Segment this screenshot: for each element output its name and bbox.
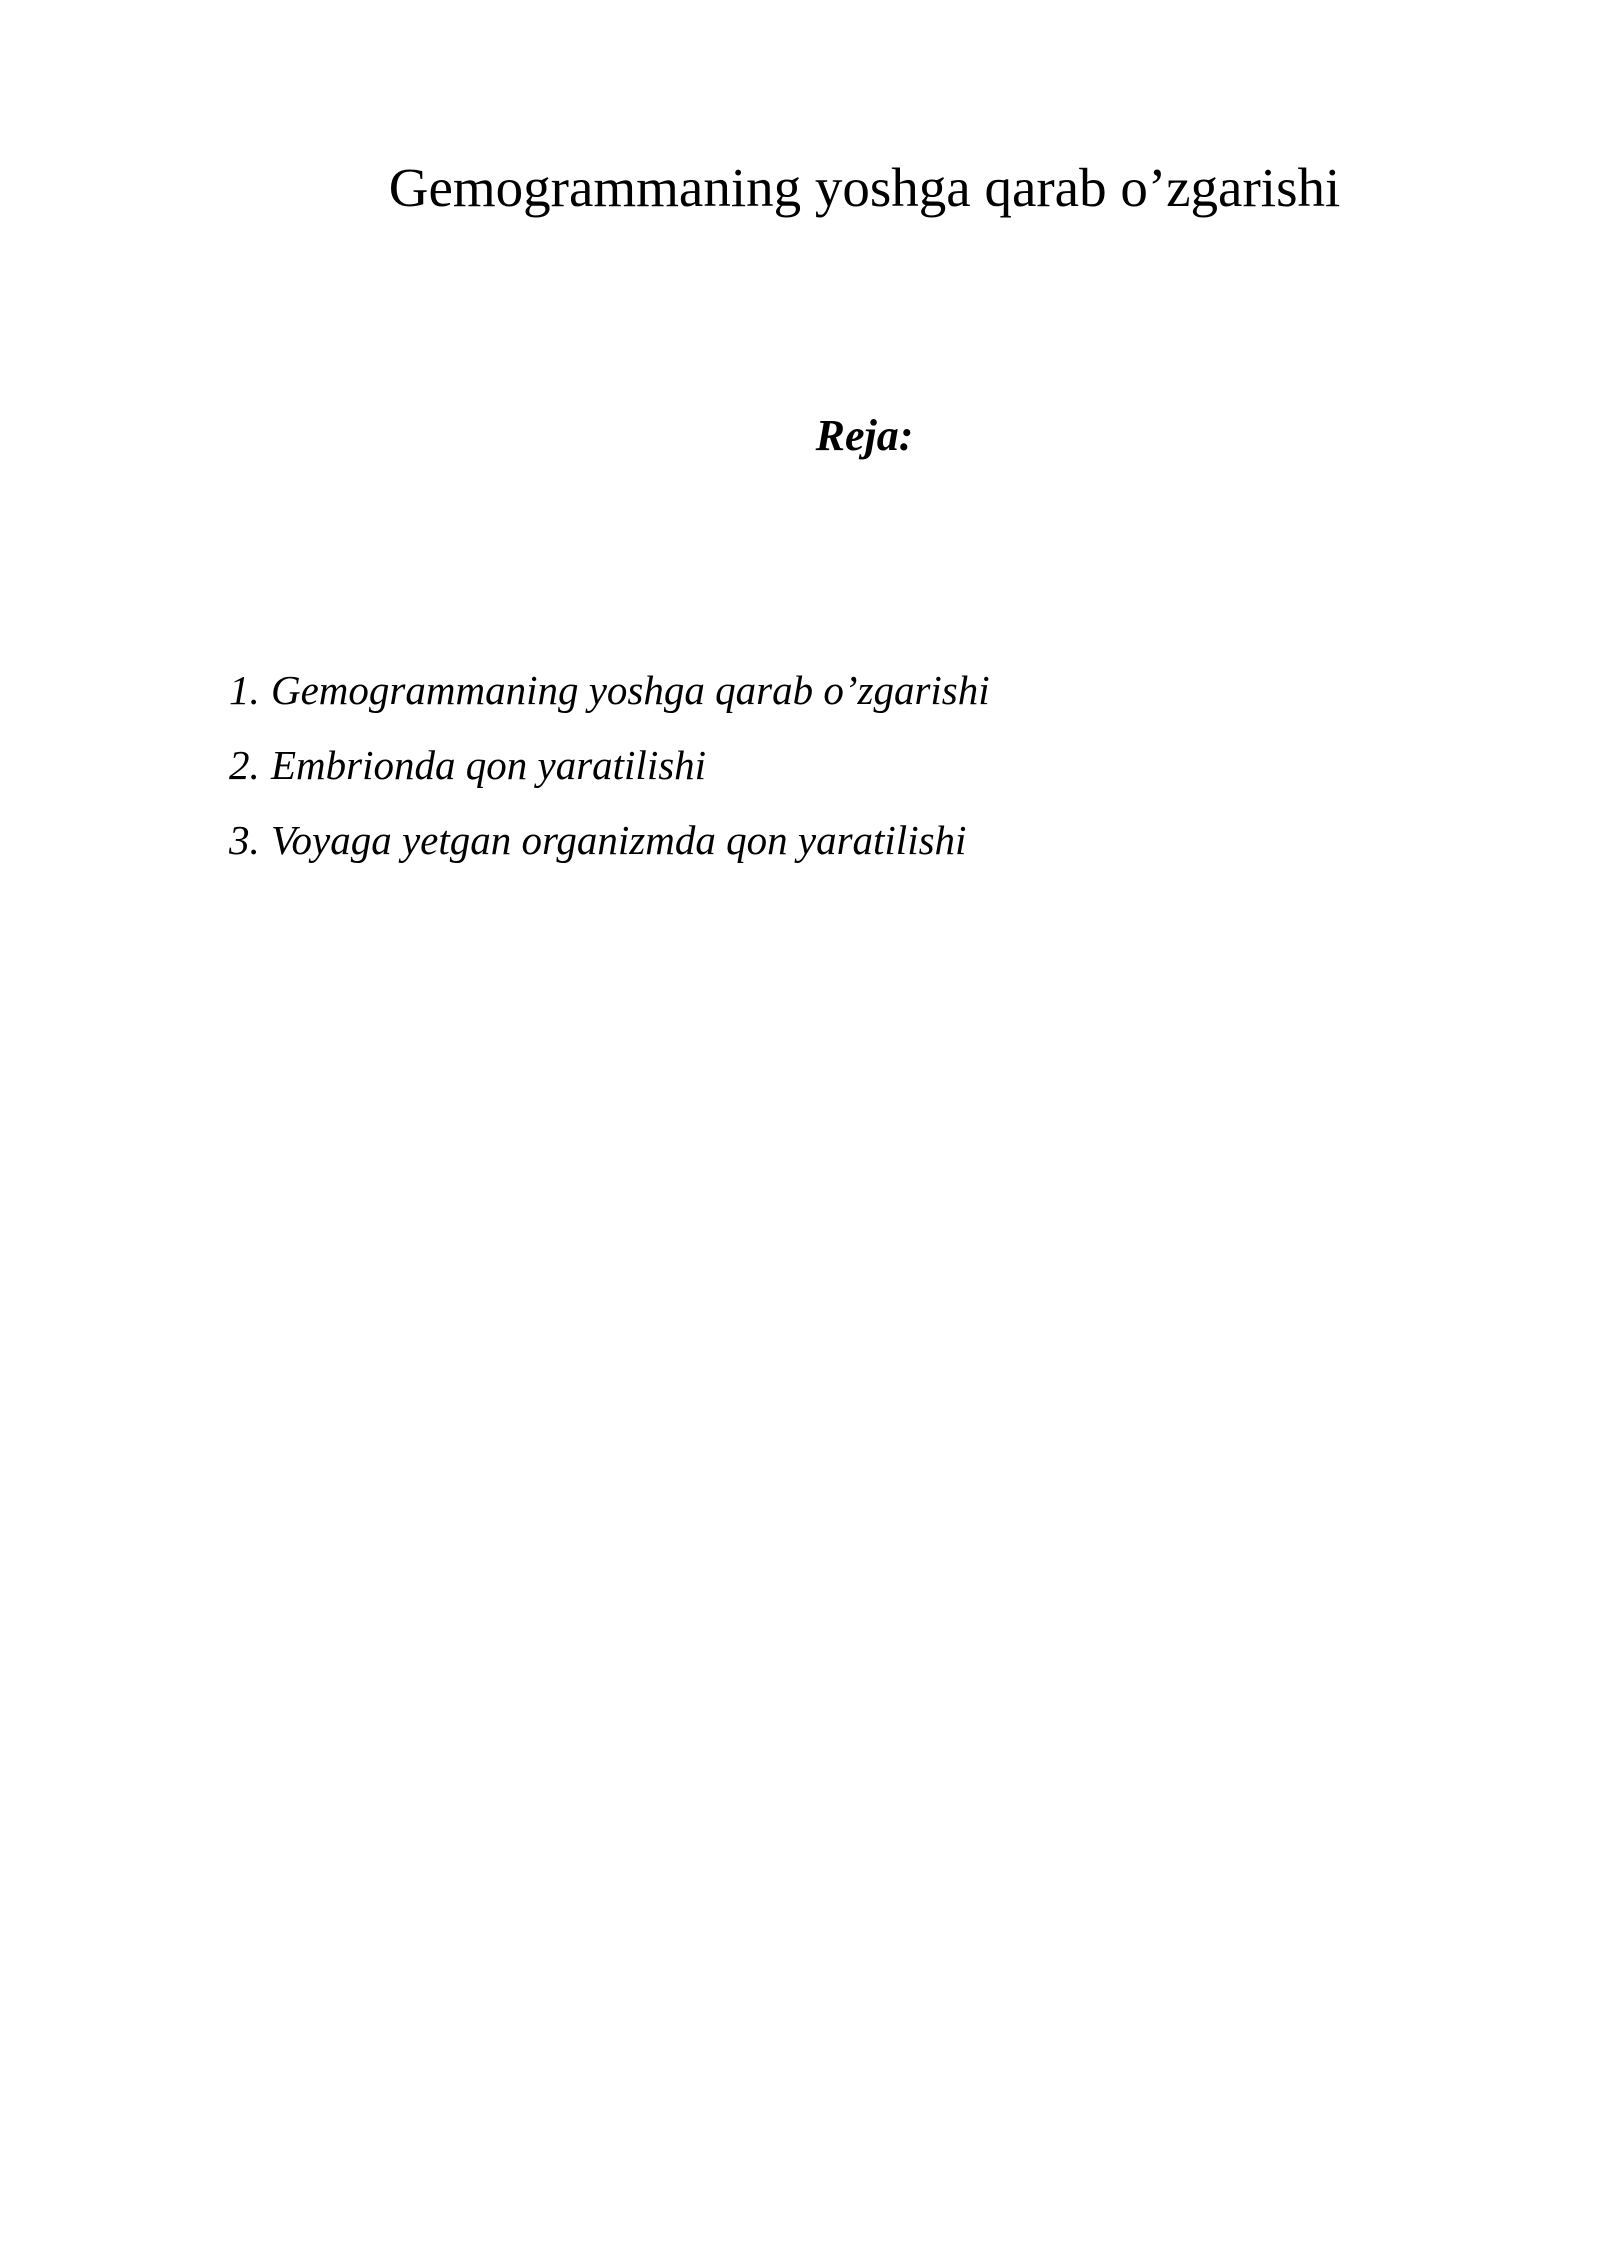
plan-item-text: Gemogrammaning yoshga qarab o’zgarishi <box>271 667 990 713</box>
plan-item-text: Voyaga yetgan organizmda qon yaratilishi <box>271 817 967 863</box>
plan-item <box>229 664 990 716</box>
plan-item-number: 2. <box>229 742 260 788</box>
plan-item-number: 1. <box>229 667 260 713</box>
plan-item-text: Embrionda qon yaratilishi <box>271 742 707 788</box>
plan-item-number: 3. <box>229 817 260 863</box>
plan-list <box>229 664 990 889</box>
plan-item <box>229 739 990 791</box>
plan-heading: Reja: <box>815 411 914 460</box>
document-title: Gemogrammaning yoshga qarab o’zgarishi <box>388 157 1341 218</box>
plan-item <box>229 814 990 866</box>
